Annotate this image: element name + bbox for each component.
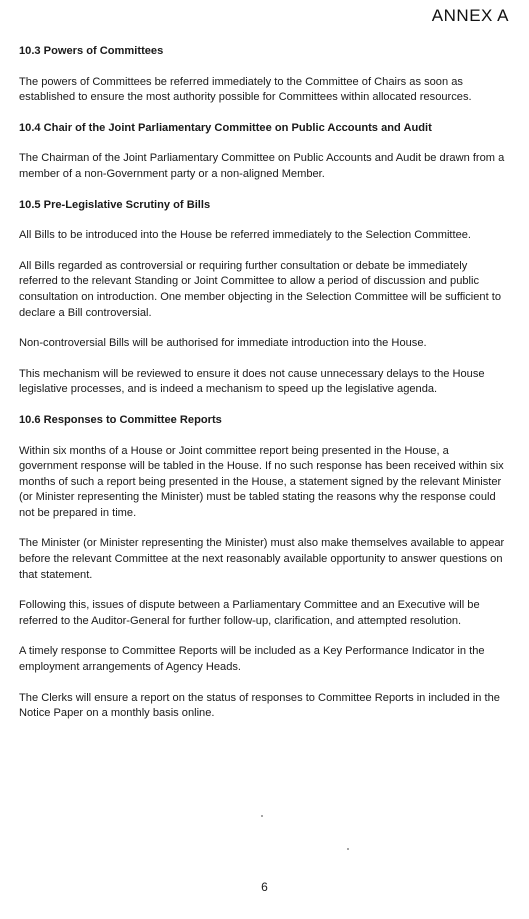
section-heading: 10.4 Chair of the Joint Parliamentary Committee on Public Accounts and Audit xyxy=(19,121,432,134)
paragraph: Following this, issues of dispute between a Parliamentary Committee and an Executive will be referred to the Auditor-General for further follow-up, clarification, and attempted resolution. xyxy=(19,599,480,627)
scan-speck xyxy=(261,815,263,817)
section-heading: 10.5 Pre-Legislative Scrutiny of Bills xyxy=(19,198,211,211)
paragraph: Within six months of a House or Joint committee report being presented in the House, a government response will be tabled in the House. If no such response has been received within six months of such a report being presented in the House, a statement signed by the relevant Minister (or Minister representing the Minister) must be tabled stating the reasons why the response could not be prepared in time. xyxy=(19,444,504,519)
scan-speck xyxy=(347,848,349,850)
page-number: 6 xyxy=(261,880,268,894)
paragraph: The powers of Committees be referred immediately to the Committee of Chairs as soon as established to ensure the most authority possible for Committees within allocated resources. xyxy=(19,75,472,104)
section-heading: 10.3 Powers of Committees xyxy=(19,45,164,57)
paragraph: The Chairman of the Joint Parliamentary Committee on Public Accounts and Audit be drawn from a member of a non-Government party or a non-aligned Member. xyxy=(19,152,505,180)
section-10-6 xyxy=(19,413,507,722)
section-heading: 10.6 Responses to Committee Reports xyxy=(19,413,222,426)
document-body xyxy=(19,44,507,737)
section-10-5 xyxy=(19,198,507,398)
annex-label: ANNEX A xyxy=(431,6,509,25)
paragraph: All Bills regarded as controversial or requiring further consultation or debate be immediately referred to the relevant Standing or Joint Committee to allow a period of discussion and public consultation on introduction. One member objecting in the Selection Committee will be sufficient to declare a Bill controversial. xyxy=(19,259,502,319)
paragraph: This mechanism will be reviewed to ensure it does not cause unnecessary delays to the House legislative processes, and is indeed a mechanism to speed up the legislative agenda. xyxy=(19,367,485,396)
paragraph: All Bills to be introduced into the House be referred immediately to the Selection Committee. xyxy=(19,229,471,242)
section-10-3 xyxy=(19,44,507,106)
paragraph: A timely response to Committee Reports will be included as a Key Performance Indicator in the employment arrangements of Agency Heads. xyxy=(19,645,485,674)
paragraph: The Clerks will ensure a report on the status of responses to Committee Reports in included in the Notice Paper on a monthly basis online. xyxy=(19,691,500,720)
section-10-4 xyxy=(19,121,507,183)
paragraph: The Minister (or Minister representing the Minister) must also make themselves available to appear before the relevant Committee at the next reasonably available opportunity to answer questions on that statement. xyxy=(19,537,505,581)
paragraph: Non-controversial Bills will be authorised for immediate introduction into the House. xyxy=(19,337,427,350)
